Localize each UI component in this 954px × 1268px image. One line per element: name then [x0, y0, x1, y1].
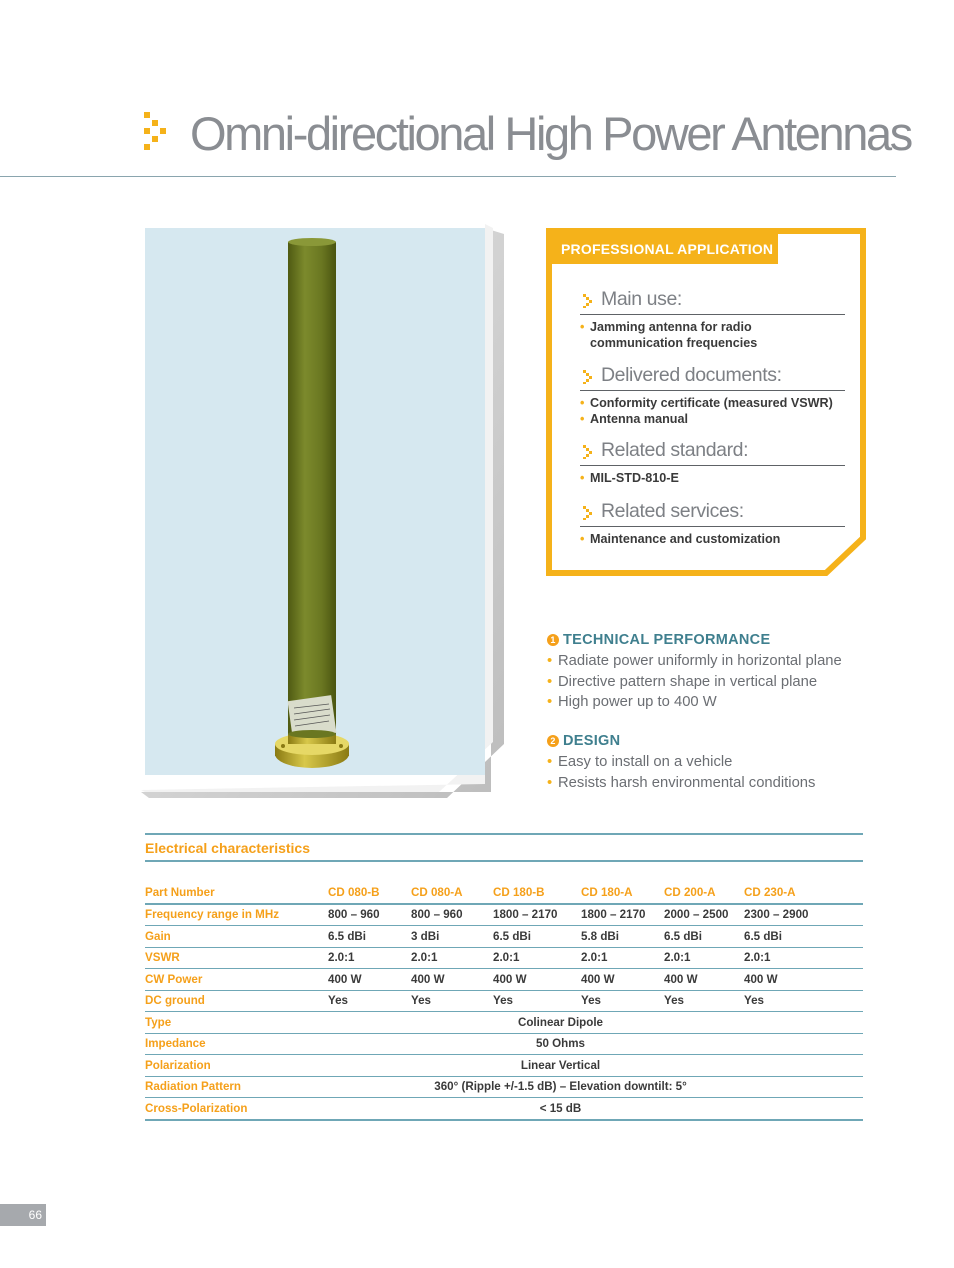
table-row-label: DC ground [145, 994, 205, 1008]
table-row-label: Frequency range in MHz [145, 908, 279, 922]
table-cell: 2.0:1 [493, 951, 520, 965]
list-item: • Easy to install on a vehicle [547, 752, 815, 773]
table-row [145, 1076, 863, 1098]
related-standard-section [580, 435, 845, 486]
table-row-label: Gain [145, 929, 171, 943]
list-item: • Antenna manual [580, 411, 845, 427]
table-cell: 6.5 dBi [664, 929, 703, 943]
table-cell: 1800 – 2170 [581, 908, 646, 922]
table-cell: Yes [411, 994, 431, 1008]
table-cell: 5.8 dBi [581, 929, 620, 943]
list-item: • Conformity certificate (measured VSWR) [580, 395, 845, 411]
table-cell: 1800 – 2170 [493, 908, 558, 922]
page-number: 66 [0, 1204, 46, 1226]
table-row-label: Cross-Polarization [145, 1101, 248, 1115]
table-row [145, 1055, 863, 1077]
electrical-characteristics-title: Electrical characteristics [145, 840, 310, 856]
table-cell: Yes [744, 994, 764, 1008]
title-bullet-icon [142, 112, 172, 158]
table-header-row [145, 882, 863, 904]
table-cell: 6.5 dBi [493, 929, 532, 943]
section-title: Related services: [601, 500, 744, 522]
table-cell: 800 – 960 [411, 908, 463, 922]
table-cell: Linear Vertical [520, 1058, 601, 1072]
table-row [145, 990, 863, 1012]
list-item: • Resists harsh environmental conditions [547, 773, 815, 794]
page-title: Omni-directional High Power Antennas [190, 107, 911, 160]
table-row-label: Polarization [145, 1058, 211, 1072]
related-services-section [580, 496, 845, 547]
table-row-label: Impedance [145, 1037, 206, 1051]
chevron-right-icon [583, 370, 593, 384]
table-cell: 400 W [328, 972, 362, 986]
number-badge: 2 [547, 735, 559, 747]
design-list [547, 752, 815, 793]
table-cell: CD 230-A [744, 885, 796, 899]
table-cell: CD 180-A [581, 885, 633, 899]
electrical-characteristics-table [145, 882, 863, 1121]
delivered-documents-section [580, 360, 845, 427]
number-badge: 1 [547, 634, 559, 646]
section-divider [145, 833, 863, 835]
chevron-right-icon [583, 294, 593, 308]
table-cell: CD 180-B [493, 885, 545, 899]
table-cell: 360° (Ripple +/-1.5 dB) – Elevation downtilt: 5° [434, 1080, 687, 1094]
table-row-label: Radiation Pattern [145, 1080, 241, 1094]
title-divider [0, 176, 896, 177]
table-cell: Yes [581, 994, 601, 1008]
table-cell: 6.5 dBi [744, 929, 783, 943]
table-cell: 2.0:1 [744, 951, 771, 965]
table-cell: 50 Ohms [536, 1037, 585, 1051]
table-cell: 6.5 dBi [328, 929, 367, 943]
antenna-product-image [273, 238, 353, 778]
table-cell: Part Number [145, 885, 215, 899]
list-item: • Directive pattern shape in vertical plane [547, 672, 842, 693]
table-cell: 400 W [744, 972, 778, 986]
table-cell: Colinear Dipole [517, 1015, 604, 1029]
section-divider [145, 860, 863, 862]
section-title: Main use: [601, 288, 682, 310]
list-item: • MIL-STD-810-E [580, 470, 845, 486]
table-cell: 400 W [664, 972, 698, 986]
table-cell: Yes [664, 994, 684, 1008]
table-cell: Yes [493, 994, 513, 1008]
main-use-section [580, 284, 845, 351]
heading-text: TECHNICAL PERFORMANCE [563, 632, 771, 648]
list-item: • Maintenance and customization [580, 531, 845, 547]
table-row [145, 1012, 863, 1034]
table-cell: < 15 dB [539, 1101, 582, 1115]
table-row [145, 1098, 863, 1120]
technical-performance-list [547, 651, 842, 713]
table-row [145, 926, 863, 948]
section-title: Related standard: [601, 439, 749, 461]
table-cell: CD 080-A [411, 885, 463, 899]
table-cell: Yes [328, 994, 348, 1008]
table-cell: 2000 – 2500 [664, 908, 729, 922]
table-cell: 800 – 960 [328, 908, 380, 922]
table-row-label: Type [145, 1015, 172, 1029]
chevron-right-icon [583, 445, 593, 459]
heading-text: DESIGN [563, 733, 621, 749]
technical-performance-heading [547, 632, 770, 648]
list-item: • High power up to 400 W [547, 692, 842, 713]
table-row [145, 947, 863, 969]
table-row [145, 969, 863, 991]
table-cell: 2.0:1 [411, 951, 438, 965]
chevron-right-icon [583, 506, 593, 520]
table-cell: 2.0:1 [581, 951, 608, 965]
section-title: Delivered documents: [601, 364, 782, 386]
list-item: • Jamming antenna for radio communication frequencies [580, 319, 780, 351]
list-item: • Radiate power uniformly in horizontal plane [547, 651, 842, 672]
table-row [145, 1033, 863, 1055]
table-row [145, 904, 863, 926]
professional-tab-label: PROFESSIONAL APPLICATION [561, 241, 774, 257]
table-cell: CD 080-B [328, 885, 380, 899]
table-cell: 3 dBi [411, 929, 440, 943]
table-cell: 2.0:1 [328, 951, 355, 965]
table-row-label: CW Power [145, 972, 203, 986]
design-heading [547, 733, 620, 749]
table-cell: 400 W [581, 972, 615, 986]
table-cell: 400 W [411, 972, 445, 986]
table-cell: CD 200-A [664, 885, 716, 899]
table-cell: 2300 – 2900 [744, 908, 809, 922]
table-cell: 400 W [493, 972, 527, 986]
table-row-label: VSWR [145, 951, 180, 965]
table-cell: 2.0:1 [664, 951, 691, 965]
